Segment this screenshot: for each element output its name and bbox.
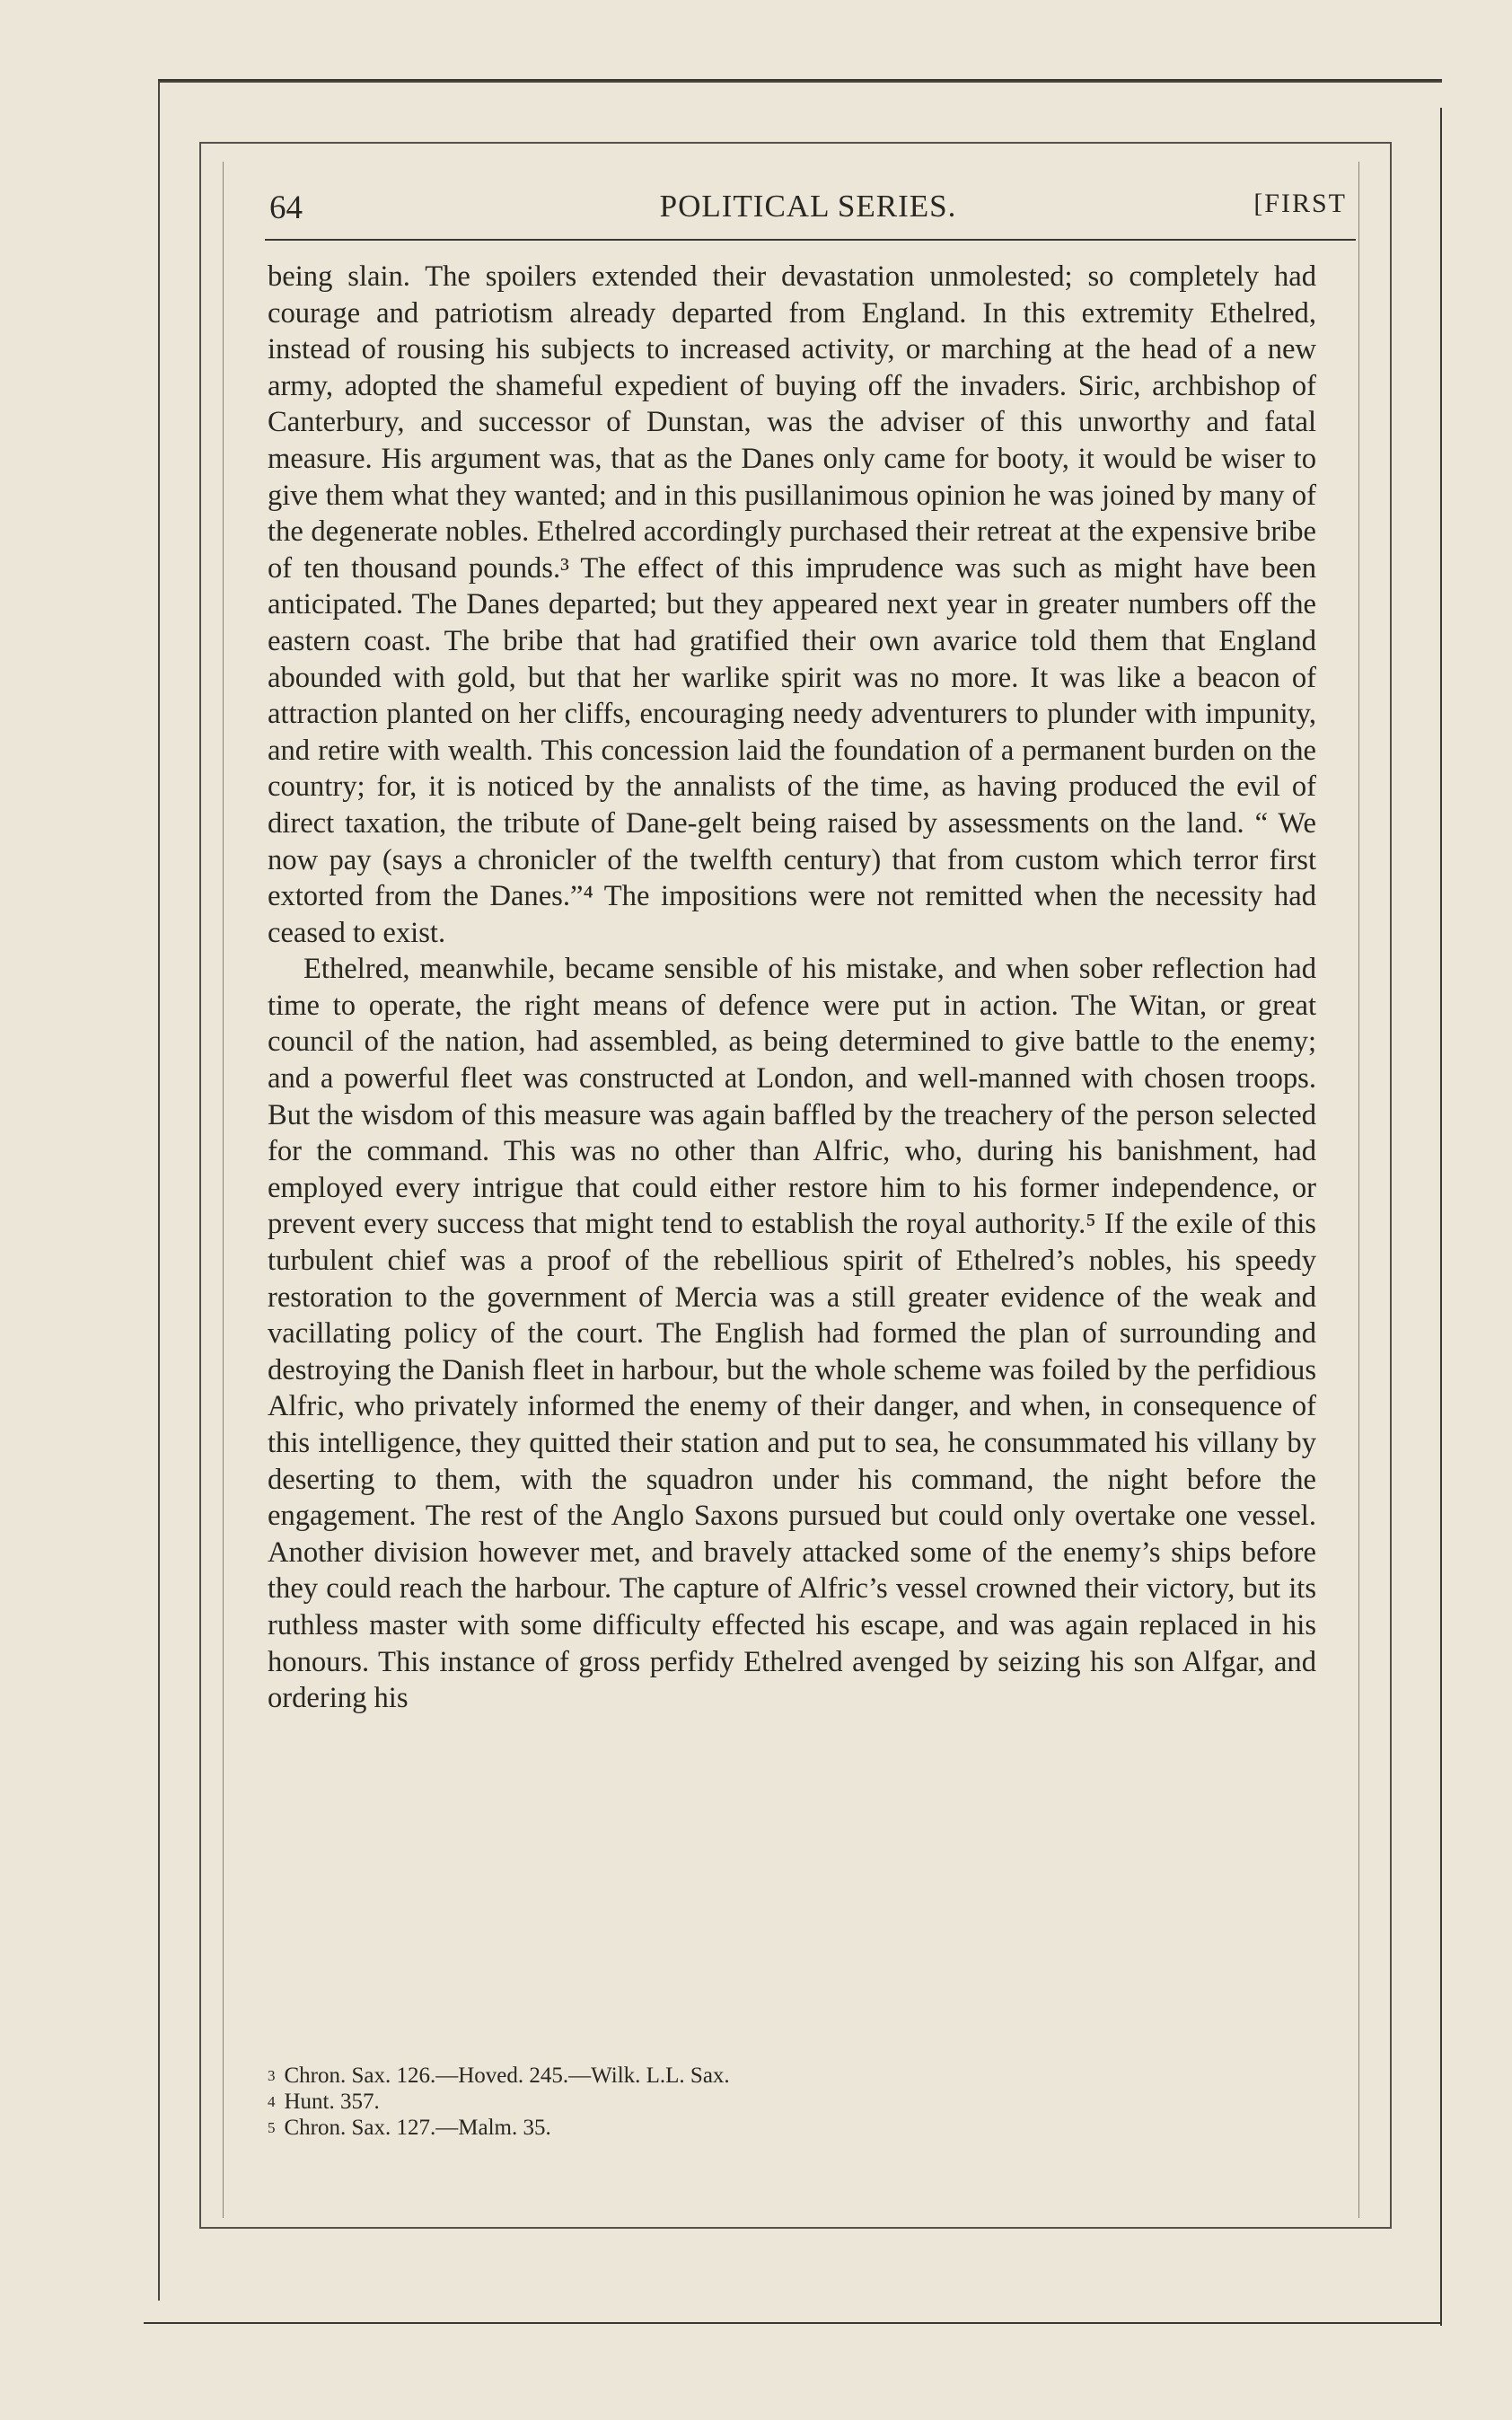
footnote	[268, 2089, 1076, 2115]
running-title: POLITICAL SERIES.	[659, 189, 957, 224]
footnote-text: Hunt. 357.	[284, 2090, 380, 2114]
section-marker: [FIRST	[1253, 189, 1347, 218]
header-rule	[265, 239, 1356, 241]
body-text	[268, 259, 1316, 1717]
footnotes	[268, 2063, 1076, 2141]
footnote	[268, 2063, 1076, 2089]
bottom-frame-rule	[144, 2322, 1442, 2324]
page-header	[269, 189, 1347, 233]
footnote-mark: 3	[268, 2067, 276, 2084]
footnote-text: Chron. Sax. 127.—Malm. 35.	[284, 2116, 551, 2140]
footnote	[268, 2115, 1076, 2141]
paragraph: Ethelred, meanwhile, became sensible of his mistake, and when sober reflection had time to operate, the right means of defence were put in action. The Witan, or great council of the nation, had assembled, as being determined to give battle to the enemy; and a powerful fleet was constructed at London, and well-manned with chosen troops. But the wisdom of this measure was again baffled by the treachery of the person selected for the command. This was no other than Alfric, who, during his banishment, had employed every intrigue that could either restore him to his former independence, or prevent every success that might tend to establish the royal authority.⁵ If the exile of this turbulent chief was a proof of the rebellious spirit of Ethelred’s nobles, his speedy restoration to the government of Mercia was a still greater evidence of the weak and vacillating policy of the court. The English had formed the plan of surrounding and destroying the Danish fleet in harbour, but the whole scheme was foiled by the perfidious Alfric, who privately informed the enemy of their danger, and when, in consequence of this intelligence, they quitted their station and put to sea, he consummated his villany by deserting to them, with the squadron under his command, the night before the engagement. The rest of the Anglo Saxons pursued but could only overtake one vessel. Another division however met, and bravely attacked some of the enemy’s ships before they could reach the harbour. The capture of Alfric’s vessel crowned their victory, but its ruthless master with some difficulty effected his escape, and was again replaced in his honours. This instance of gross perfidy Ethelred avenged by seizing his son Alfgar, and ordering his	[268, 953, 1316, 1715]
page-number: 64	[269, 189, 303, 226]
footnote-text: Chron. Sax. 126.—Hoved. 245.—Wilk. L.L. Sax.	[284, 2064, 730, 2088]
footnote-mark: 4	[268, 2093, 276, 2110]
footnote-mark: 5	[268, 2119, 276, 2136]
paragraph: being slain. The spoilers extended their devastation unmolested; so completely had courage and patriotism already departed from England. In this extremity Ethelred, instead of rousing his subjects to increased activity, or marching at the head of a new army, adopted the shameful expedient of buying off the invaders. Siric, archbishop of Canterbury, and successor of Dunstan, was the adviser of this unworthy and fatal measure. His argument was, that as the Danes only came for booty, it would be wiser to give them what they wanted; and in this pusillanimous opinion he was joined by many of the degenerate nobles. Ethelred accordingly purchased their retreat at the expensive bribe of ten thousand pounds.³ The effect of this imprudence was such as might have been anticipated. The Danes departed; but they appeared next year in greater numbers off the eastern coast. The bribe that had gratified their own avarice told them that England abounded with gold, but that her warlike spirit was no more. It was like a beacon of attraction planted on her cliffs, encouraging needy adventurers to plunder with impunity, and retire with wealth. This concession laid the foundation of a permanent burden on the country; for, it is noticed by the annalists of the time, as having produced the evil of direct taxation, the tribute of Dane-gelt being raised by assessments on the land. “ We now pay (says a chronicler of the twelfth century) that from custom which terror first extorted from the Danes.”⁴ The impositions were not remitted when the necessity had ceased to exist.	[268, 260, 1316, 949]
